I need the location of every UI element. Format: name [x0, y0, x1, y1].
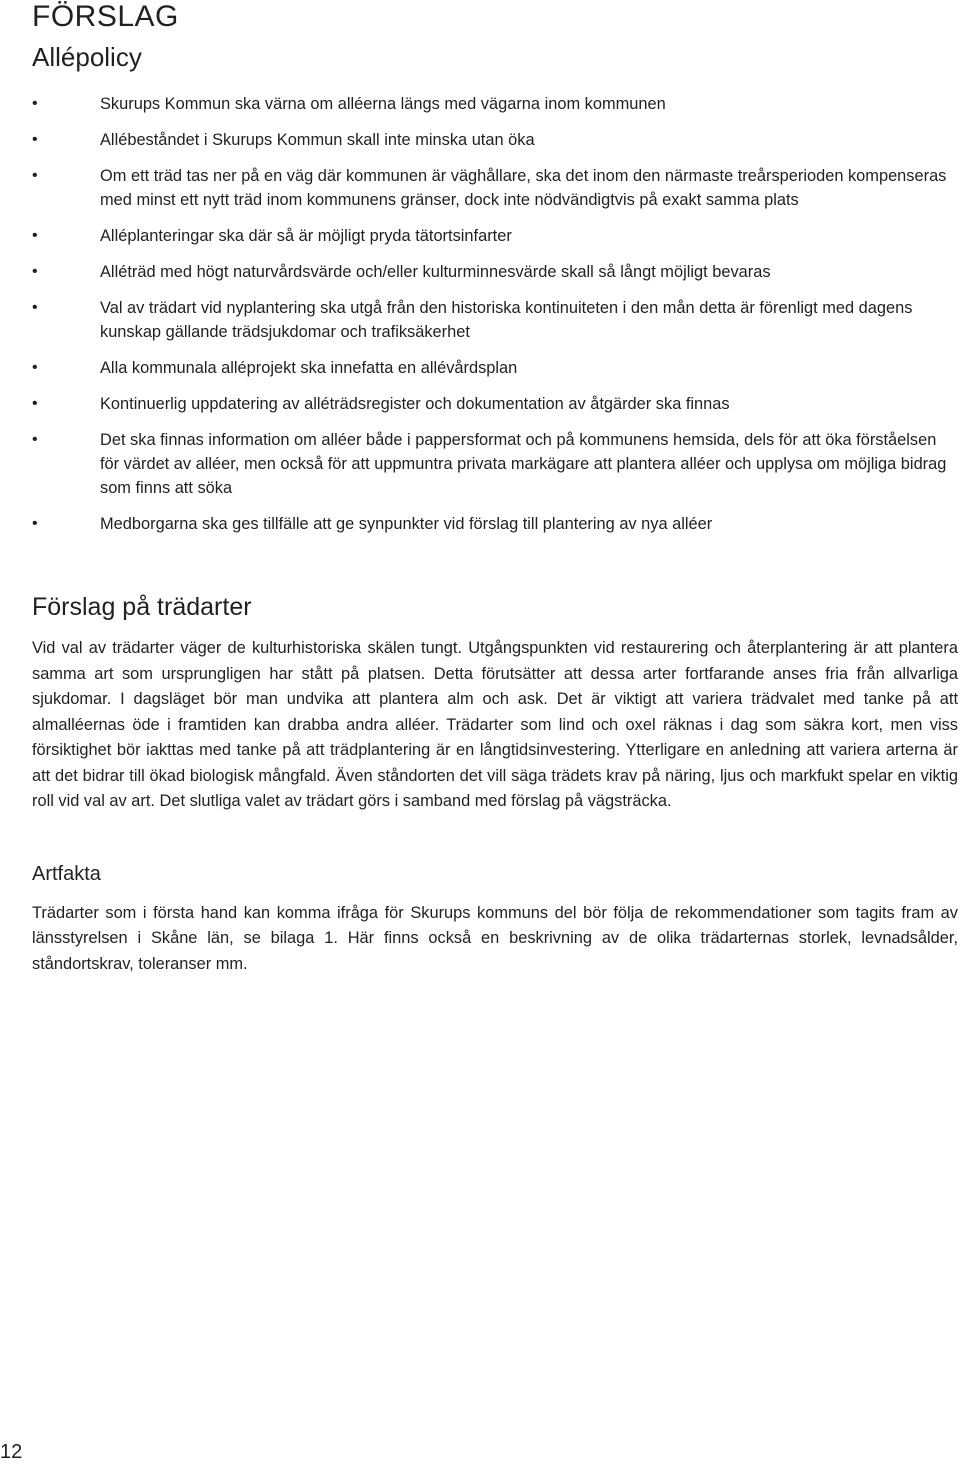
bullet-icon: • [32, 131, 38, 148]
list-item [32, 260, 958, 284]
list-item [32, 92, 958, 116]
list-item-text: Allébeståndet i Skurups Kommun skall inte minska utan öka [100, 131, 535, 149]
list-item-text: Alléträd med högt naturvårdsvärde och/eller kulturminnesvärde skall så långt möjligt bevaras [100, 263, 771, 281]
bullet-icon: • [32, 359, 38, 376]
list-item-text: Skurups Kommun ska värna om alléerna längs med vägarna inom kommunen [100, 95, 666, 113]
paragraph-artfakta: Trädarter som i första hand kan komma ifråga för Skurups kommuns del bör följa de rekommendationer som tagits fram av länsstyrelsen i Skåne län, se bilaga 1. Här finns också en beskrivning av de olika trädarternas storlek, levnadsålder, ståndortskrav, toleranser mm. [32, 903, 958, 973]
bullet-icon: • [32, 227, 38, 244]
section-heading-artfakta: Artfakta [32, 862, 101, 885]
bullet-icon: • [32, 431, 38, 448]
list-item [32, 392, 958, 416]
bullet-icon: • [32, 263, 38, 280]
bullet-icon: • [32, 167, 38, 184]
list-item [32, 128, 958, 152]
list-item [32, 224, 958, 248]
section-heading-allepolicy: Allépolicy [32, 42, 142, 72]
document-page [32, 0, 958, 977]
bullet-icon: • [32, 299, 38, 316]
section-heading-tradarter: Förslag på trädarter [32, 593, 252, 621]
bullet-icon: • [32, 395, 38, 412]
bullet-icon: • [32, 515, 38, 532]
page-number: 12 [0, 1441, 23, 1463]
list-item-text: Det ska finnas information om alléer både i pappersformat och på kommunens hemsida, dels för att öka förståelsen för värdet av alléer, men också för att uppmuntra privata markägare att plantera alléer och upplysa om möjliga bidrag som finns att söka [100, 431, 947, 497]
list-item-text: Medborgarna ska ges tillfälle att ge synpunkter vid förslag till plantering av nya alléer [100, 515, 713, 533]
paragraph-tradarter: Vid val av trädarter väger de kulturhistoriska skälen tungt. Utgångspunkten vid restaurering och återplantering är att plantera samma art som ursprungligen har stått på platsen. Detta förutsätter att dessa arter fortfarande anses fria från allvarliga sjukdomar. I dagsläget bör man undvika att plantera alm och ask. Det är viktigt att variera trädvalet med tanke på att almalléernas öde i framtiden kan drabba andra alléer. Trädarter som lind och oxel räknas i dag som säkra kort, men viss försiktighet bör iakttas med tanke på att trädplantering är en långtidsinvestering. Ytterligare en anledning att variera arterna är att det bidrar till ökad biologisk mångfald. Även ståndorten det vill säga trädets krav på näring, ljus och markfukt spelar en viktig roll vid val av art. Det slutliga valet av trädart görs i samband med förslag på vägsträcka. [32, 639, 958, 810]
list-item [32, 512, 958, 536]
list-item-text: Om ett träd tas ner på en väg där kommunen är väghållare, ska det inom den närmaste treårsperioden kompenseras med minst ett nytt träd inom kommunens gränser, dock inte nödvändigtvis på exakt samma plats [100, 167, 947, 209]
bullet-icon: • [32, 95, 38, 112]
policy-list [32, 92, 958, 536]
list-item-text: Kontinuerlig uppdatering av alléträdsregister och dokumentation av åtgärder ska finnas [100, 395, 730, 413]
list-item-text: Alléplanteringar ska där så är möjligt pryda tätortsinfarter [100, 227, 512, 245]
list-item [32, 164, 958, 212]
list-item [32, 356, 958, 380]
list-item-text: Alla kommunala alléprojekt ska innefatta en allévårdsplan [100, 359, 518, 377]
list-item [32, 428, 958, 500]
list-item [32, 296, 958, 344]
list-item-text: Val av trädart vid nyplantering ska utgå från den historiska kontinuiteten i den mån detta är förenligt med dagens kunskap gällande trädsjukdomar och trafiksäkerhet [100, 299, 913, 341]
page-title: FÖRSLAG [32, 0, 179, 33]
